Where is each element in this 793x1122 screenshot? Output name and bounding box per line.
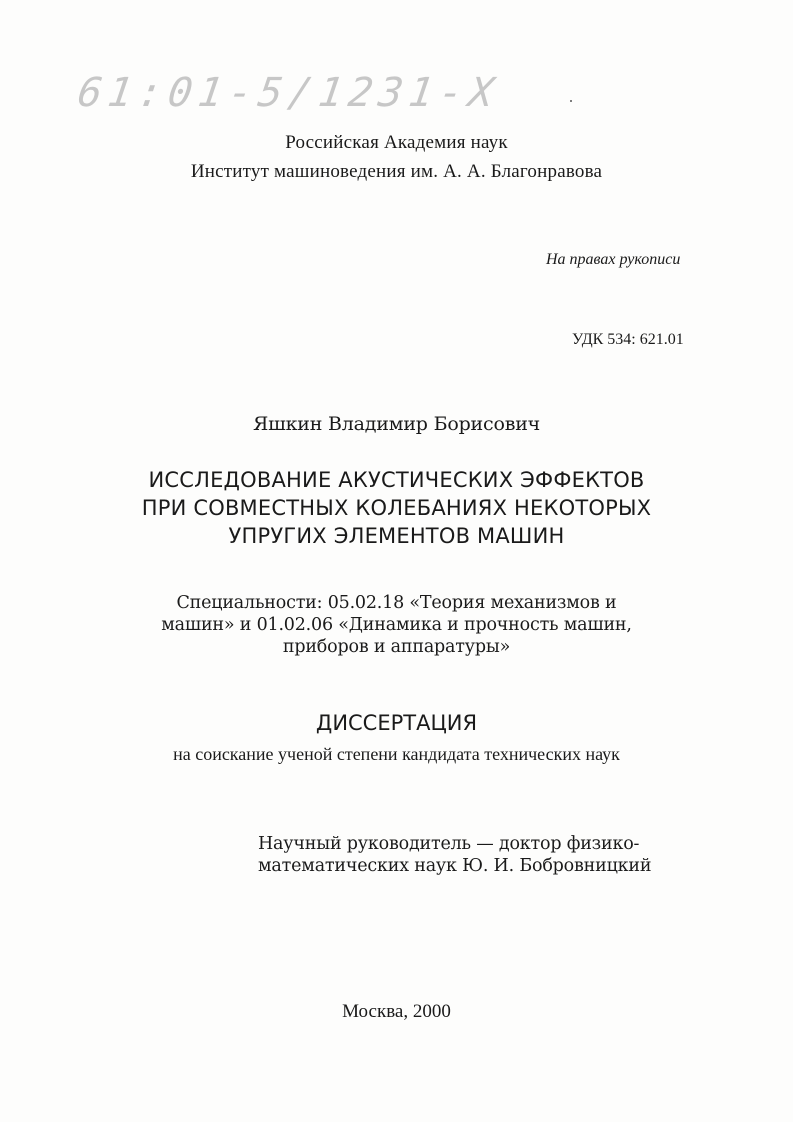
advisor-line-2: математических наук Ю. И. Бобровницкий (258, 856, 652, 876)
specialties-line-2: машин» и 01.02.06 «Динамика и прочность машин, (161, 615, 632, 635)
institute-name: Институт машиноведения им. А. А. Благонравова (190, 161, 603, 182)
scan-speck (570, 100, 572, 102)
advisor-line-1: Научный руководитель — доктор физико- (258, 834, 640, 854)
author-name: Яшкин Владимир Борисович (252, 413, 541, 435)
specialties-line-3: приборов и аппаратуры» (282, 637, 511, 657)
udk-code: УДК 534: 621.01 (572, 331, 684, 348)
degree-statement: на соискание ученой степени кандидата технических наук (173, 744, 620, 764)
place-and-year: Москва, 2000 (342, 1001, 451, 1022)
title-line-1: ИССЛЕДОВАНИЕ АКУСТИЧЕСКИХ ЭФФЕКТОВ (148, 468, 645, 492)
archive-mark-text: 61:01-5/1231-X (74, 70, 503, 116)
handwritten-archive-mark (74, 62, 503, 132)
dissertation-type: ДИССЕРТАЦИЯ (315, 711, 478, 735)
title-line-3: УПРУГИХ ЭЛЕМЕНТОВ МАШИН (228, 524, 565, 548)
manuscript-note: На правах рукописи (546, 251, 681, 268)
title-line-2: ПРИ СОВМЕСТНЫХ КОЛЕБАНИЯХ НЕКОТОРЫХ (141, 496, 652, 520)
specialties-line-1: Специальности: 05.02.18 «Теория механизмов и (176, 593, 617, 613)
academy-name: Российская Академия наук (285, 132, 508, 153)
